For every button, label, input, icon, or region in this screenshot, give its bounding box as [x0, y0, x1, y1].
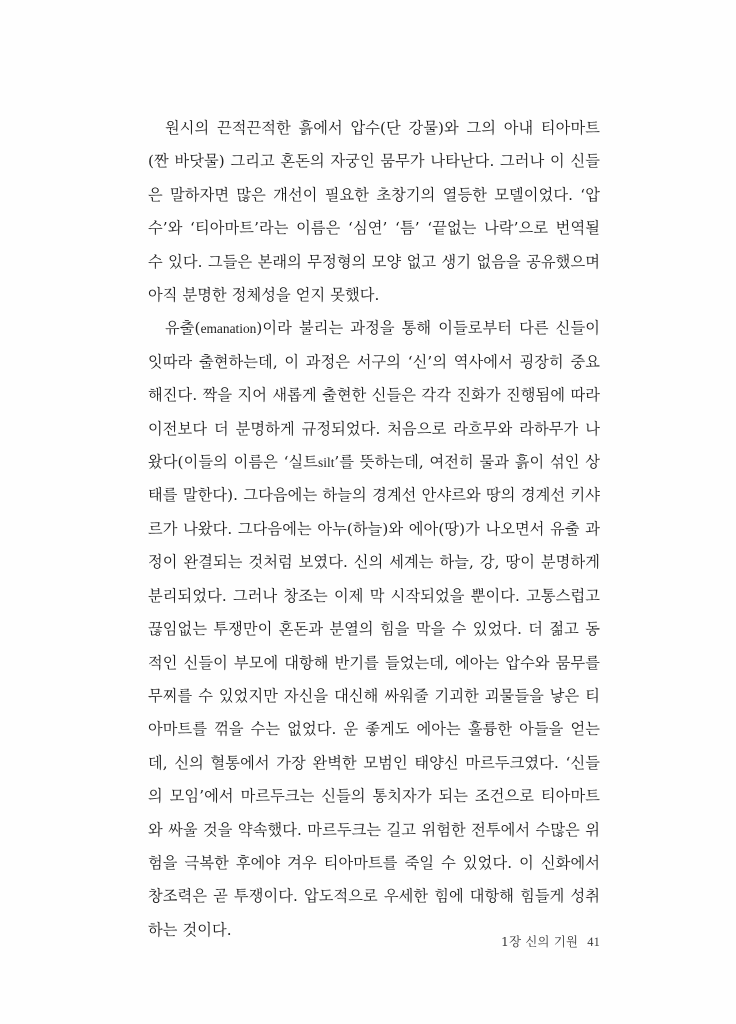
paragraph-2-trailing-text: ’를 뜻하는데, 여전히 물과 흙이 섞인 상태를 말한다). 그다음에는 하늘의 경계선 안샤르와 땅의 경계선 키샤르가 나왔다. 그다음에는 아누(하늘)와 에아(땅)가 나오면서 유출 과정이 완결되는 것처럼 보였다. 신의 세계는 하늘, 강, 땅이 분명하게 분리되었다. 그러나 창조는 이제 막 시작되었을 뿐이다. 고통스럽고 끊임없는 투쟁만이 혼돈과 분열의 힘을 막을 수 있었다. 더 젊고 동적인 신들이 부모에 대항해 반기를 들었는데, 에아는 압수와 뭄무를 무찌를 수 있었지만 자신을 대신해 싸워줄 기괴한 괴물들을 낳은 티아마트를 꺾을 수는 없었다. 운 좋게도 에아는 훌륭한 아들을 얻는데, 신의 혈통에서 가장 완벽한 모범인 태양신 마르두크였다. ‘신들의 모임’에서 마르두크는 신들의 통치자가 되는 조건으로 티아마트와 싸울 것을 약속했다. 마르두크는 길고 위험한 전투에서 수많은 위험을 극복한 후에야 겨우 티아마트를 죽일 수 있었다. 이 신화에서 창조력은 곧 투쟁이다. 압도적으로 우세한 힘에 대항해 힘들게 성취하는 것이다.: [148, 453, 600, 939]
latin-term-emanation: emanation: [200, 321, 257, 337]
body-paragraph-2: [148, 312, 600, 947]
footer-chapter-label: 1장 신의 기원: [500, 934, 579, 949]
paragraph-2-lead-text: 유출(: [165, 319, 201, 338]
paragraph-2-middle-text: )이라 불리는 과정을 통해 이들로부터 다른 신들이 잇따라 출현하는데, 이 과정은 서구의 ‘신’의 역사에서 굉장히 중요해진다. 짝을 지어 새롭게 출현한 신들은 각각 진화가 진행됨에 따라 이전보다 더 분명하게 규정되었다. 처음으로 라흐무와 라하무가 나왔다(이들의 이름은 ‘실트: [148, 319, 600, 472]
footer-page-number: 41: [587, 935, 600, 949]
body-paragraph-1: 원시의 끈적끈적한 흙에서 압수(단 강물)와 그의 아내 티아마트(짠 바닷물) 그리고 혼돈의 자궁인 뭄무가 나타난다. 그러나 이 신들은 말하자면 많은 개선이 필요한 초창기의 열등한 모델이었다. ‘압수’와 ‘티아마트’라는 이름은 ‘심연’ ‘틈’ ‘끝없는 나락’으로 번역될 수 있다. 그들은 본래의 무정형의 모양 없고 생기 없음을 공유했으며 아직 분명한 정체성을 얻지 못했다.: [148, 119, 600, 305]
page-text-block: [148, 112, 600, 947]
latin-term-silt: silt: [318, 455, 335, 471]
running-footer: [148, 934, 600, 950]
